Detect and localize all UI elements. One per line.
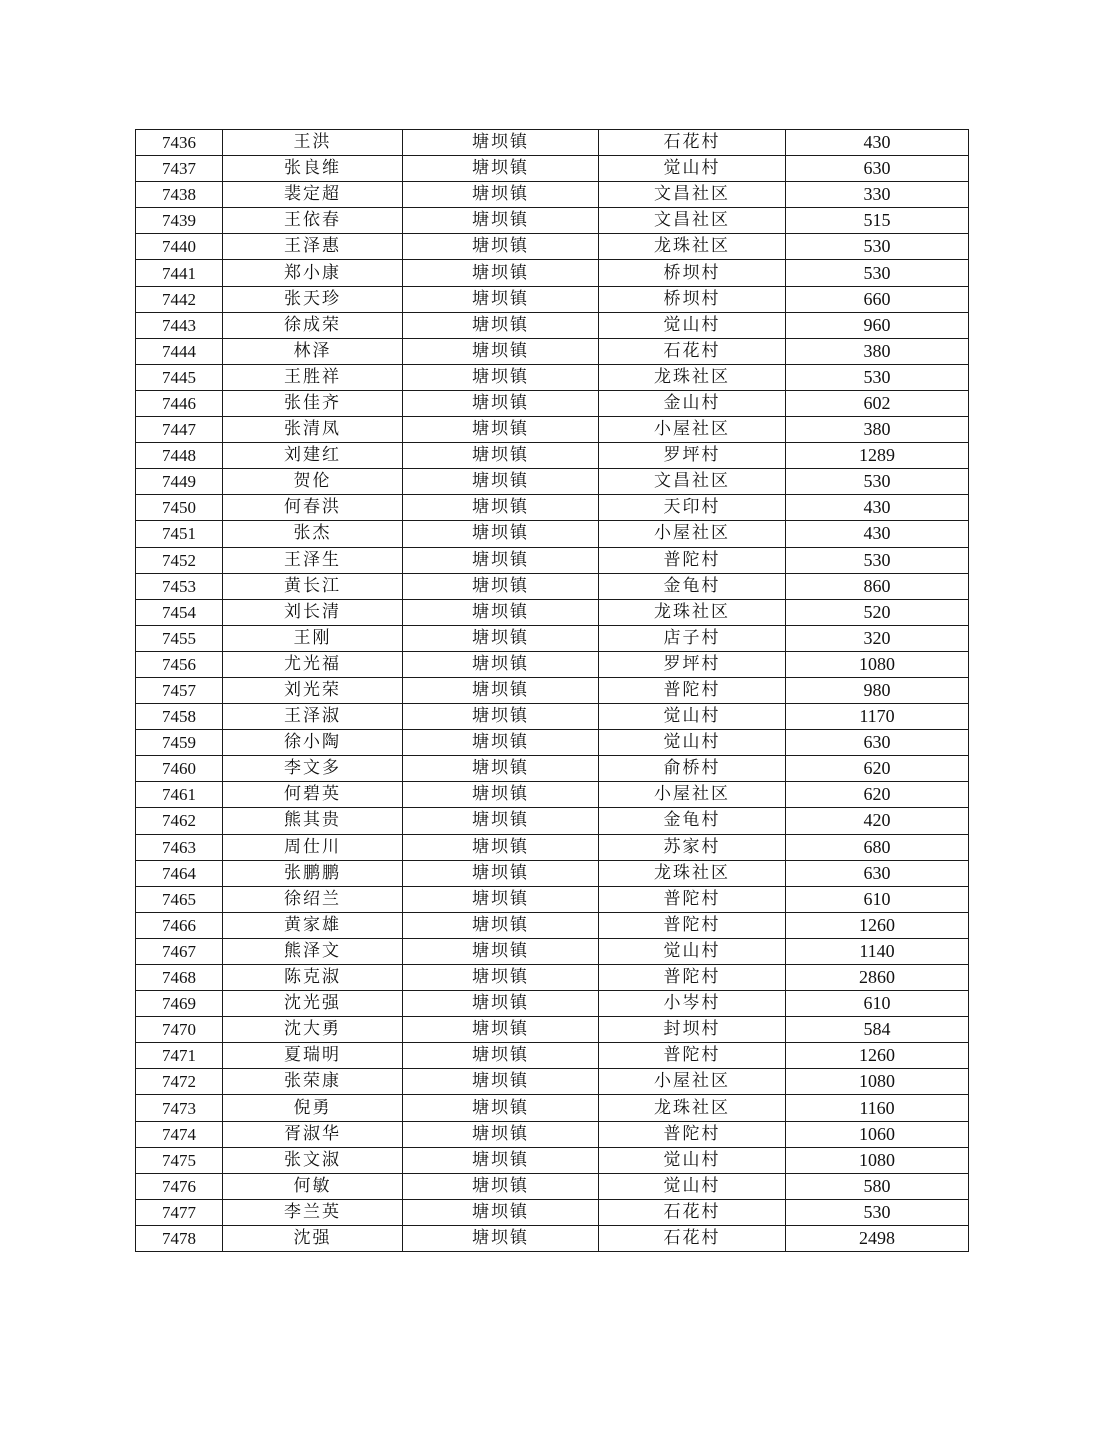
- cell-village: 罗坪村: [599, 651, 786, 677]
- cell-serial-number: 7444: [136, 338, 223, 364]
- cell-serial-number: 7468: [136, 965, 223, 991]
- roster-table-body: [136, 130, 969, 1252]
- table-row: [136, 782, 969, 808]
- cell-village: 龙珠社区: [599, 599, 786, 625]
- cell-serial-number: 7443: [136, 312, 223, 338]
- cell-serial-number: 7470: [136, 1017, 223, 1043]
- cell-amount: 1160: [786, 1095, 969, 1121]
- table-row: [136, 1173, 969, 1199]
- table-row: [136, 938, 969, 964]
- cell-name: 王刚: [223, 625, 403, 651]
- cell-town: 塘坝镇: [403, 938, 599, 964]
- cell-serial-number: 7456: [136, 651, 223, 677]
- table-row: [136, 312, 969, 338]
- cell-serial-number: 7458: [136, 704, 223, 730]
- cell-village: 石花村: [599, 1199, 786, 1225]
- cell-village: 金山村: [599, 390, 786, 416]
- cell-village: 罗坪村: [599, 443, 786, 469]
- cell-amount: 980: [786, 677, 969, 703]
- table-row: [136, 547, 969, 573]
- table-row: [136, 1199, 969, 1225]
- cell-town: 塘坝镇: [403, 443, 599, 469]
- table-row: [136, 808, 969, 834]
- cell-serial-number: 7469: [136, 991, 223, 1017]
- table-row: [136, 364, 969, 390]
- cell-name: 何春洪: [223, 495, 403, 521]
- cell-serial-number: 7455: [136, 625, 223, 651]
- cell-serial-number: 7451: [136, 521, 223, 547]
- cell-serial-number: 7436: [136, 130, 223, 156]
- cell-name: 张鹏鹏: [223, 860, 403, 886]
- cell-village: 封坝村: [599, 1017, 786, 1043]
- cell-amount: 610: [786, 886, 969, 912]
- cell-serial-number: 7442: [136, 286, 223, 312]
- cell-village: 觉山村: [599, 704, 786, 730]
- cell-serial-number: 7464: [136, 860, 223, 886]
- cell-amount: 1170: [786, 704, 969, 730]
- cell-name: 贺伦: [223, 469, 403, 495]
- cell-town: 塘坝镇: [403, 260, 599, 286]
- cell-town: 塘坝镇: [403, 599, 599, 625]
- table-row: [136, 1147, 969, 1173]
- cell-town: 塘坝镇: [403, 469, 599, 495]
- cell-name: 张文淑: [223, 1147, 403, 1173]
- cell-name: 陈克淑: [223, 965, 403, 991]
- cell-amount: 1289: [786, 443, 969, 469]
- table-row: [136, 1017, 969, 1043]
- cell-name: 熊其贵: [223, 808, 403, 834]
- cell-town: 塘坝镇: [403, 1095, 599, 1121]
- cell-name: 熊泽文: [223, 938, 403, 964]
- cell-village: 石花村: [599, 1225, 786, 1251]
- cell-town: 塘坝镇: [403, 208, 599, 234]
- table-row: [136, 599, 969, 625]
- cell-amount: 530: [786, 469, 969, 495]
- cell-amount: 430: [786, 130, 969, 156]
- cell-serial-number: 7446: [136, 390, 223, 416]
- table-row: [136, 1069, 969, 1095]
- cell-town: 塘坝镇: [403, 547, 599, 573]
- cell-town: 塘坝镇: [403, 182, 599, 208]
- cell-village: 普陀村: [599, 965, 786, 991]
- table-row: [136, 521, 969, 547]
- cell-amount: 420: [786, 808, 969, 834]
- cell-name: 胥淑华: [223, 1121, 403, 1147]
- table-row: [136, 886, 969, 912]
- cell-name: 林泽: [223, 338, 403, 364]
- cell-name: 张清凤: [223, 417, 403, 443]
- cell-village: 桥坝村: [599, 260, 786, 286]
- table-row: [136, 1225, 969, 1251]
- cell-village: 龙珠社区: [599, 234, 786, 260]
- cell-name: 张荣康: [223, 1069, 403, 1095]
- cell-town: 塘坝镇: [403, 156, 599, 182]
- cell-village: 普陀村: [599, 912, 786, 938]
- cell-amount: 660: [786, 286, 969, 312]
- cell-village: 小屋社区: [599, 782, 786, 808]
- cell-amount: 2498: [786, 1225, 969, 1251]
- cell-amount: 1060: [786, 1121, 969, 1147]
- cell-serial-number: 7466: [136, 912, 223, 938]
- cell-name: 倪勇: [223, 1095, 403, 1121]
- cell-town: 塘坝镇: [403, 730, 599, 756]
- cell-amount: 1260: [786, 912, 969, 938]
- cell-town: 塘坝镇: [403, 991, 599, 1017]
- cell-amount: 630: [786, 156, 969, 182]
- cell-amount: 960: [786, 312, 969, 338]
- cell-serial-number: 7473: [136, 1095, 223, 1121]
- cell-serial-number: 7476: [136, 1173, 223, 1199]
- cell-serial-number: 7462: [136, 808, 223, 834]
- cell-serial-number: 7461: [136, 782, 223, 808]
- cell-serial-number: 7437: [136, 156, 223, 182]
- cell-village: 天印村: [599, 495, 786, 521]
- cell-village: 小屋社区: [599, 1069, 786, 1095]
- cell-serial-number: 7445: [136, 364, 223, 390]
- cell-town: 塘坝镇: [403, 390, 599, 416]
- cell-town: 塘坝镇: [403, 286, 599, 312]
- cell-town: 塘坝镇: [403, 651, 599, 677]
- cell-town: 塘坝镇: [403, 130, 599, 156]
- table-row: [136, 130, 969, 156]
- cell-serial-number: 7474: [136, 1121, 223, 1147]
- cell-village: 觉山村: [599, 312, 786, 338]
- cell-amount: 530: [786, 1199, 969, 1225]
- cell-name: 王泽生: [223, 547, 403, 573]
- cell-amount: 680: [786, 834, 969, 860]
- cell-town: 塘坝镇: [403, 1173, 599, 1199]
- cell-name: 李兰英: [223, 1199, 403, 1225]
- cell-name: 张良维: [223, 156, 403, 182]
- cell-amount: 630: [786, 730, 969, 756]
- cell-serial-number: 7463: [136, 834, 223, 860]
- cell-town: 塘坝镇: [403, 234, 599, 260]
- cell-name: 黄家雄: [223, 912, 403, 938]
- cell-town: 塘坝镇: [403, 521, 599, 547]
- table-row: [136, 417, 969, 443]
- cell-name: 刘光荣: [223, 677, 403, 703]
- cell-amount: 620: [786, 756, 969, 782]
- cell-name: 何敏: [223, 1173, 403, 1199]
- cell-amount: 530: [786, 364, 969, 390]
- cell-amount: 1260: [786, 1043, 969, 1069]
- cell-village: 普陀村: [599, 1043, 786, 1069]
- table-row: [136, 625, 969, 651]
- table-row: [136, 912, 969, 938]
- cell-village: 石花村: [599, 130, 786, 156]
- cell-name: 沈光强: [223, 991, 403, 1017]
- cell-name: 徐成荣: [223, 312, 403, 338]
- cell-town: 塘坝镇: [403, 965, 599, 991]
- table-row: [136, 208, 969, 234]
- cell-name: 郑小康: [223, 260, 403, 286]
- cell-town: 塘坝镇: [403, 860, 599, 886]
- cell-village: 文昌社区: [599, 469, 786, 495]
- cell-serial-number: 7439: [136, 208, 223, 234]
- cell-amount: 530: [786, 547, 969, 573]
- cell-amount: 860: [786, 573, 969, 599]
- cell-town: 塘坝镇: [403, 312, 599, 338]
- cell-amount: 1080: [786, 1069, 969, 1095]
- cell-amount: 630: [786, 860, 969, 886]
- cell-town: 塘坝镇: [403, 495, 599, 521]
- cell-serial-number: 7465: [136, 886, 223, 912]
- cell-serial-number: 7472: [136, 1069, 223, 1095]
- table-row: [136, 677, 969, 703]
- table-row: [136, 834, 969, 860]
- cell-town: 塘坝镇: [403, 808, 599, 834]
- cell-serial-number: 7454: [136, 599, 223, 625]
- cell-name: 徐小陶: [223, 730, 403, 756]
- cell-amount: 515: [786, 208, 969, 234]
- cell-village: 觉山村: [599, 1173, 786, 1199]
- cell-name: 裴定超: [223, 182, 403, 208]
- cell-town: 塘坝镇: [403, 1069, 599, 1095]
- cell-amount: 320: [786, 625, 969, 651]
- cell-village: 普陀村: [599, 547, 786, 573]
- cell-town: 塘坝镇: [403, 1043, 599, 1069]
- table-row: [136, 260, 969, 286]
- table-row: [136, 704, 969, 730]
- cell-name: 尤光福: [223, 651, 403, 677]
- table-row: [136, 965, 969, 991]
- cell-amount: 1080: [786, 1147, 969, 1173]
- cell-village: 俞桥村: [599, 756, 786, 782]
- cell-serial-number: 7475: [136, 1147, 223, 1173]
- cell-village: 龙珠社区: [599, 364, 786, 390]
- cell-village: 觉山村: [599, 938, 786, 964]
- table-row: [136, 1121, 969, 1147]
- cell-amount: 1140: [786, 938, 969, 964]
- table-row: [136, 156, 969, 182]
- cell-village: 龙珠社区: [599, 860, 786, 886]
- cell-town: 塘坝镇: [403, 364, 599, 390]
- cell-village: 苏家村: [599, 834, 786, 860]
- cell-amount: 330: [786, 182, 969, 208]
- cell-name: 王依春: [223, 208, 403, 234]
- cell-town: 塘坝镇: [403, 912, 599, 938]
- cell-serial-number: 7440: [136, 234, 223, 260]
- cell-serial-number: 7447: [136, 417, 223, 443]
- cell-town: 塘坝镇: [403, 677, 599, 703]
- cell-town: 塘坝镇: [403, 1017, 599, 1043]
- cell-town: 塘坝镇: [403, 1199, 599, 1225]
- cell-amount: 520: [786, 599, 969, 625]
- cell-town: 塘坝镇: [403, 886, 599, 912]
- cell-serial-number: 7452: [136, 547, 223, 573]
- cell-serial-number: 7450: [136, 495, 223, 521]
- cell-village: 龙珠社区: [599, 1095, 786, 1121]
- cell-name: 张杰: [223, 521, 403, 547]
- cell-town: 塘坝镇: [403, 782, 599, 808]
- table-row: [136, 443, 969, 469]
- cell-town: 塘坝镇: [403, 338, 599, 364]
- table-row: [136, 338, 969, 364]
- table-row: [136, 469, 969, 495]
- cell-village: 金龟村: [599, 808, 786, 834]
- cell-amount: 430: [786, 521, 969, 547]
- cell-amount: 380: [786, 417, 969, 443]
- cell-amount: 530: [786, 234, 969, 260]
- cell-amount: 530: [786, 260, 969, 286]
- cell-serial-number: 7459: [136, 730, 223, 756]
- cell-amount: 602: [786, 390, 969, 416]
- table-row: [136, 390, 969, 416]
- table-row: [136, 1043, 969, 1069]
- cell-serial-number: 7477: [136, 1199, 223, 1225]
- cell-name: 张天珍: [223, 286, 403, 312]
- cell-name: 夏瑞明: [223, 1043, 403, 1069]
- cell-name: 何碧英: [223, 782, 403, 808]
- cell-name: 王泽惠: [223, 234, 403, 260]
- cell-name: 张佳齐: [223, 390, 403, 416]
- cell-town: 塘坝镇: [403, 704, 599, 730]
- table-row: [136, 182, 969, 208]
- cell-village: 石花村: [599, 338, 786, 364]
- cell-amount: 610: [786, 991, 969, 1017]
- cell-amount: 620: [786, 782, 969, 808]
- cell-name: 王胜祥: [223, 364, 403, 390]
- cell-town: 塘坝镇: [403, 1121, 599, 1147]
- cell-serial-number: 7449: [136, 469, 223, 495]
- cell-town: 塘坝镇: [403, 417, 599, 443]
- cell-serial-number: 7457: [136, 677, 223, 703]
- cell-serial-number: 7478: [136, 1225, 223, 1251]
- cell-amount: 1080: [786, 651, 969, 677]
- roster-table: [135, 129, 969, 1252]
- cell-amount: 2860: [786, 965, 969, 991]
- cell-serial-number: 7460: [136, 756, 223, 782]
- cell-village: 觉山村: [599, 156, 786, 182]
- cell-village: 普陀村: [599, 1121, 786, 1147]
- cell-name: 黄长江: [223, 573, 403, 599]
- cell-name: 沈大勇: [223, 1017, 403, 1043]
- cell-serial-number: 7438: [136, 182, 223, 208]
- cell-amount: 580: [786, 1173, 969, 1199]
- cell-village: 文昌社区: [599, 182, 786, 208]
- cell-village: 金龟村: [599, 573, 786, 599]
- cell-village: 桥坝村: [599, 286, 786, 312]
- cell-amount: 584: [786, 1017, 969, 1043]
- table-row: [136, 573, 969, 599]
- table-row: [136, 730, 969, 756]
- cell-serial-number: 7467: [136, 938, 223, 964]
- cell-name: 刘建红: [223, 443, 403, 469]
- table-row: [136, 1095, 969, 1121]
- cell-serial-number: 7441: [136, 260, 223, 286]
- cell-name: 沈强: [223, 1225, 403, 1251]
- cell-name: 王洪: [223, 130, 403, 156]
- cell-village: 小屋社区: [599, 521, 786, 547]
- table-row: [136, 286, 969, 312]
- cell-name: 王泽淑: [223, 704, 403, 730]
- cell-village: 小屋社区: [599, 417, 786, 443]
- cell-name: 徐绍兰: [223, 886, 403, 912]
- table-row: [136, 651, 969, 677]
- table-row: [136, 991, 969, 1017]
- cell-amount: 430: [786, 495, 969, 521]
- cell-town: 塘坝镇: [403, 573, 599, 599]
- cell-town: 塘坝镇: [403, 1147, 599, 1173]
- cell-village: 文昌社区: [599, 208, 786, 234]
- cell-town: 塘坝镇: [403, 1225, 599, 1251]
- cell-village: 觉山村: [599, 730, 786, 756]
- cell-village: 小岑村: [599, 991, 786, 1017]
- table-row: [136, 234, 969, 260]
- table-row: [136, 495, 969, 521]
- cell-town: 塘坝镇: [403, 756, 599, 782]
- cell-name: 刘长清: [223, 599, 403, 625]
- cell-amount: 380: [786, 338, 969, 364]
- cell-village: 普陀村: [599, 886, 786, 912]
- table-row: [136, 756, 969, 782]
- cell-serial-number: 7471: [136, 1043, 223, 1069]
- table-row: [136, 860, 969, 886]
- cell-town: 塘坝镇: [403, 625, 599, 651]
- cell-name: 李文多: [223, 756, 403, 782]
- cell-village: 普陀村: [599, 677, 786, 703]
- cell-serial-number: 7448: [136, 443, 223, 469]
- cell-serial-number: 7453: [136, 573, 223, 599]
- cell-town: 塘坝镇: [403, 834, 599, 860]
- cell-name: 周仕川: [223, 834, 403, 860]
- cell-village: 店子村: [599, 625, 786, 651]
- cell-village: 觉山村: [599, 1147, 786, 1173]
